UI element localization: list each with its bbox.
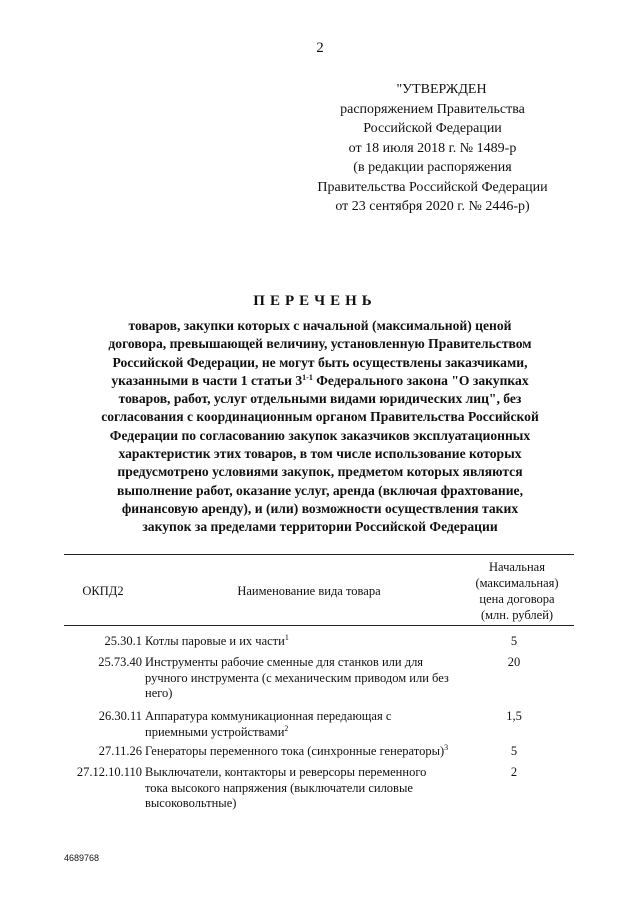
row-name xyxy=(145,765,465,812)
row-name-text: тока высокого напряжения (выключатели силовые xyxy=(145,780,413,795)
approval-line: Российской Федерации xyxy=(363,121,502,136)
row-name-text: приемными устройствами xyxy=(145,724,285,739)
footnote-mark: 3 xyxy=(444,743,449,752)
row-name-text: высоковольтные) xyxy=(145,796,237,810)
row-name-line xyxy=(145,725,465,741)
footnote-mark: 1-1 xyxy=(302,372,313,382)
header-price-line: цена договора xyxy=(479,592,555,606)
row-price: 2 xyxy=(510,765,518,779)
document-title: ПЕРЕЧЕНЬ xyxy=(253,293,377,309)
subtitle-line: товаров, работ, услуг отдельными видами юридических лиц", без xyxy=(118,391,522,407)
header-name: Наименование вида товара xyxy=(237,584,381,598)
subtitle-line: закупок за пределами территории Российской Федерации xyxy=(142,519,498,535)
subtitle-line: товаров, закупки которых с начальной (максимальной) ценой xyxy=(128,318,512,333)
subtitle-line: финансовую аренду), и (или) возможности осуществления таких xyxy=(121,500,519,516)
row-code: 27.11.26 xyxy=(98,744,142,758)
row-price: 5 xyxy=(510,634,518,648)
row-code: 25.73.40 xyxy=(98,655,142,669)
row-code: 26.30.11 xyxy=(98,709,142,723)
subtitle-line: Федерации по согласованию закупок заказчиков эксплуатационных xyxy=(109,427,531,443)
subtitle-line: выполнение работ, оказание услуг, аренда (включая фрахтование, xyxy=(116,482,523,498)
header-code: ОКПД2 xyxy=(82,584,124,598)
approval-line: "УТВЕРЖДЕН xyxy=(396,82,487,97)
row-name-text: Аппаратура коммуникационная передающая с xyxy=(145,709,392,723)
document-subtitle xyxy=(72,317,568,537)
header-price xyxy=(464,559,570,623)
row-code: 27.12.10.110 xyxy=(76,765,142,779)
approval-line: Правительства Российской Федерации xyxy=(317,179,548,195)
approval-line: от 18 июля 2018 г. № 1489-р xyxy=(348,140,517,156)
row-name xyxy=(145,744,465,760)
row-price: 20 xyxy=(507,655,521,669)
footnote-mark: 1 xyxy=(284,633,289,642)
row-code: 25.30.1 xyxy=(104,634,142,648)
row-name xyxy=(145,634,465,650)
table-top-rule xyxy=(64,554,574,555)
subtitle-line: согласования с координационным органом Правительства Российской xyxy=(101,409,539,425)
header-price-line: Начальная xyxy=(489,560,545,574)
row-name-text: Котлы паровые и их части xyxy=(145,634,285,648)
page-number: 2 xyxy=(316,40,324,56)
row-name-text: Генераторы переменного тока (синхронные генераторы) xyxy=(145,744,445,758)
header-price-line: (млн. рублей) xyxy=(480,608,554,622)
approval-line: от 23 сентября 2020 г. № 2446-р) xyxy=(335,199,530,214)
row-price: 1,5 xyxy=(506,709,522,723)
row-name-text: Инструменты рабочие сменные для станков или для xyxy=(145,655,424,669)
subtitle-line xyxy=(72,372,568,390)
subtitle-line: характеристик этих товаров, в том числе использование которых xyxy=(118,446,522,462)
subtitle-text: Федерального закона "О закупках xyxy=(312,372,529,388)
row-name xyxy=(145,709,465,740)
approval-line: (в редакции распоряжения xyxy=(353,160,512,175)
row-name xyxy=(145,655,465,702)
footnote-mark: 2 xyxy=(284,723,289,733)
row-name-text: него) xyxy=(145,686,173,700)
document-id: 4689768 xyxy=(64,853,100,863)
row-name-text: Выключатели, контакторы и реверсоры переменного xyxy=(145,765,427,779)
row-price: 5 xyxy=(510,744,518,758)
subtitle-text: указанными в части 1 статьи 3 xyxy=(111,372,303,388)
approval-block xyxy=(300,80,565,217)
approval-line: распоряжением Правительства xyxy=(340,101,525,117)
header-price-line: (максимальная) xyxy=(475,576,559,590)
row-name-text: ручного инструмента (с механическим приводом или без xyxy=(145,670,449,685)
subtitle-line: договора, превышающей величину, установленную Правительством xyxy=(108,336,532,352)
subtitle-line: предусмотрено условиями закупок, предметом которых являются xyxy=(117,464,523,480)
table-header-rule xyxy=(64,625,574,626)
subtitle-line: Российской Федерации, не могут быть осуществлены заказчиками, xyxy=(112,354,528,370)
